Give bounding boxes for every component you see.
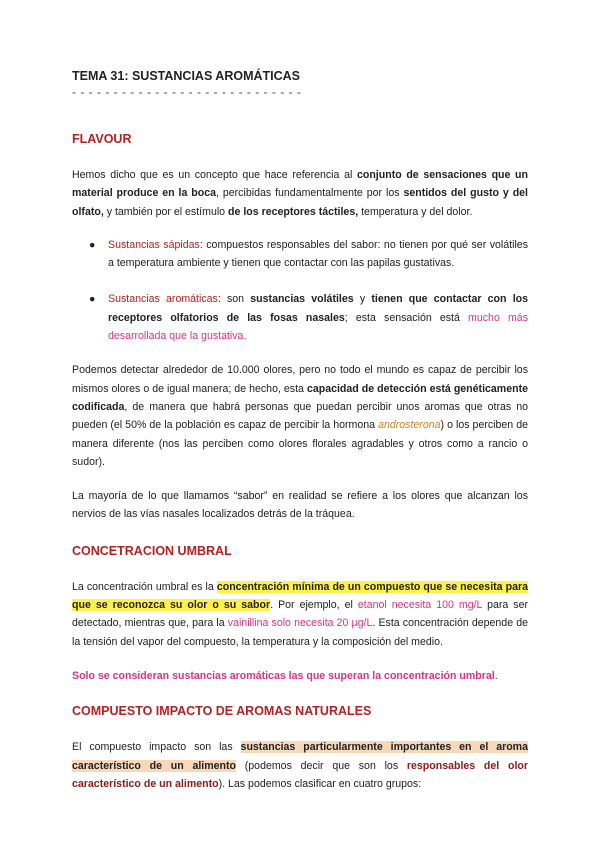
bullet-icon: ●	[89, 293, 96, 306]
title-underline: - - - - - - - - - - - - - - - - - - - - - - - - - - - -	[72, 85, 302, 99]
section-heading-compuesto-impacto: COMPUESTO IMPACTO DE AROMAS NATURALES	[72, 704, 372, 719]
flavour-bullet-list	[72, 236, 528, 345]
impacto-paragraph-1: El compuesto impacto son las sustancias particularmente importantes en el aroma característico de un alimento (podemos decir que son los responsables del olor característico de un alimento). Las podemos clasificar en cuatro grupos:	[72, 741, 528, 790]
section-heading-flavour: FLAVOUR	[72, 132, 132, 146]
umbral-paragraph-2: Solo se consideran sustancias aromáticas las que superan la concentración umbral.	[72, 669, 498, 682]
flavour-paragraph-2: Podemos detectar alrededor de 10.000 olores, pero no todo el mundo es capaz de percibir los mismos olores o de igual manera; de hecho, esta capacidad de detección está genéticamente codificada, de manera que habrá personas que puedan percibir unos aromas que otras no pueden (el 50% de la población es capaz de percibir la hormona androsterona) o los perciben de manera diferente (nos las perciben como olores florales agradables y otros como a rancio o sudor).	[72, 364, 529, 468]
bullet-icon: ●	[89, 238, 96, 251]
document-page	[72, 68, 528, 793]
section-heading-concentracion-umbral: CONCETRACION UMBRAL	[72, 543, 232, 558]
flavour-paragraph-3: La mayoría de lo que llamamos “sabor” en realidad se refiere a los olores que alcanzan los nervios de las vías nasales localizados detrás de la tráquea.	[72, 490, 528, 521]
doc-title: TEMA 31: SUSTANCIAS AROMÁTICAS	[72, 69, 301, 83]
umbral-paragraph-1: La concentración umbral es la concentración mínima de un compuesto que se necesita para que se reconozca su olor o su sabor. Por ejemplo, el etanol necesita 100 mg/L para ser detectado, mientras que, para la vainillina solo necesita 20 µg/L. Esta concentración depende de la tensión del vapor del compuesto, la temperatura y la composición del medio.	[72, 580, 528, 648]
bullet-sustancias-aromaticas: ● Sustancias aromáticas: son sustancias volátiles y tienen que contactar con los receptores olfatorios de las fosas nasales; esta sensación está mucho más desarrollada que la gustativa.	[72, 290, 528, 345]
bullet-sustancias-sapidas: ● Sustancias sápidas: compuestos responsables del sabor: no tienen por qué ser volátiles a temperatura ambiente y tienen que contactar con las papilas gustativas.	[72, 236, 528, 273]
flavour-paragraph-1: Hemos dicho que es un concepto que hace referencia al conjunto de sensaciones que un material produce en la boca, percibidas fundamentalmente por los sentidos del gusto y del olfato, y también por el estímulo de los receptores táctiles, temperatura y del dolor.	[72, 169, 528, 218]
